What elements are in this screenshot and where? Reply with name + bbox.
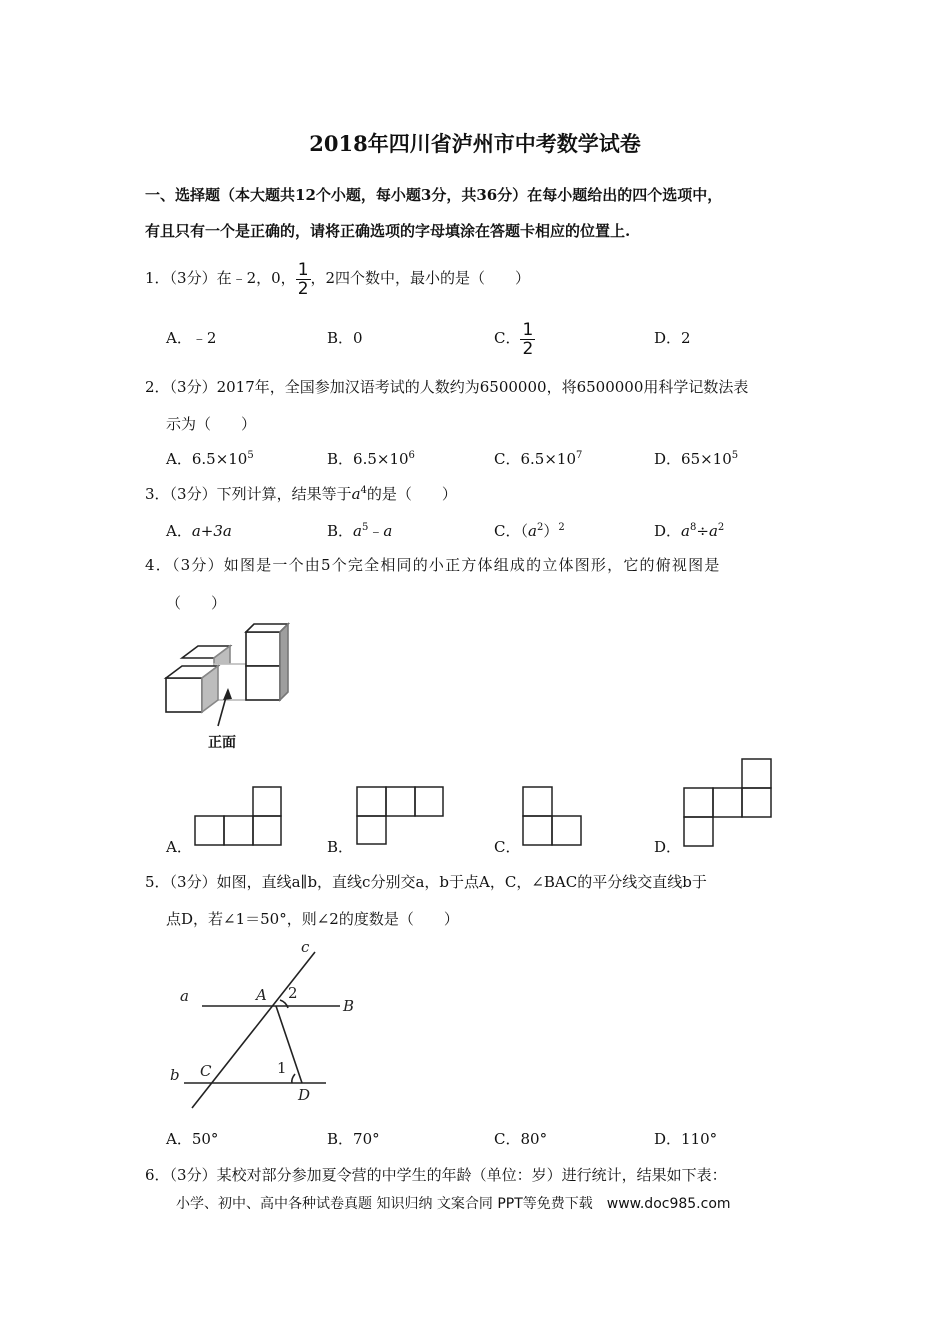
q1-option-c-fraction: [520, 321, 535, 358]
q3-option-d-exp2: 2: [717, 522, 725, 533]
q3-option-a-expr: a+3a: [191, 522, 232, 540]
label-b: b: [170, 1066, 180, 1084]
label-c: c: [301, 938, 310, 956]
q3-option-d-op: ÷: [696, 522, 709, 540]
q2-option-d-exp: 5: [731, 450, 739, 461]
q2-line1: 2．（3分）2017年，全国参加汉语考试的人数约为6500000，将6500000用科学记数法表: [145, 378, 749, 396]
q2-option-b-base: B．6.5×10: [327, 450, 409, 468]
q3-option-b-exp: 5: [361, 522, 369, 533]
label-angle-1: 1: [277, 1059, 287, 1077]
parallel-lines-figure: [170, 938, 370, 1113]
q1-suffix: ，2四个数中，最小的是（ ）: [310, 269, 531, 287]
q3-option-a-label: A．: [166, 522, 192, 540]
q3-suffix: 的是（ ）: [366, 485, 457, 503]
q4-option-a-figure[interactable]: [194, 786, 284, 846]
page-title: 2018年四川省泸州市中考数学试卷: [309, 131, 641, 156]
q2-option-a-exp: 5: [247, 450, 254, 461]
q3-option-c-exp: 2: [536, 522, 544, 533]
label-A: A: [256, 986, 267, 1004]
q2-option-d[interactable]: [654, 448, 738, 469]
q3-option-d-label: D．: [654, 522, 682, 540]
q1-option-c-num: 1: [522, 319, 534, 340]
q5-option-c[interactable]: C．80°: [494, 1130, 548, 1148]
q1-fraction: [296, 261, 311, 298]
q1-option-c-den: 2: [522, 338, 534, 359]
q1-option-c-prefix: C．: [494, 329, 521, 347]
q5-line1: 5．（3分）如图，直线a∥b，直线c分别交a，b于点A，C，∠BAC的平分线交直线b于: [145, 873, 707, 891]
q1-frac-num: 1: [297, 259, 309, 280]
q3-option-b-op: ﹣: [368, 522, 384, 540]
q2-option-c-exp: 7: [576, 450, 583, 461]
q3-option-c-exp2: 2: [558, 522, 565, 533]
q3-option-c-close: ）: [543, 522, 559, 540]
q3-exp: 4: [360, 485, 367, 496]
q3-option-b-var2: a: [383, 522, 393, 540]
q3-option-a[interactable]: [166, 520, 232, 541]
label-C: C: [200, 1062, 212, 1080]
label-B: B: [343, 997, 355, 1015]
q3-option-c-label: C．（: [494, 522, 528, 540]
q4-option-c-figure[interactable]: [522, 786, 584, 846]
q4-option-c[interactable]: C．: [494, 838, 521, 856]
q3-prefix: 3．（3分）下列计算，结果等于: [145, 485, 352, 503]
q5-option-b[interactable]: B．70°: [327, 1130, 380, 1148]
cube-solid-figure: [160, 620, 300, 750]
q2-option-c[interactable]: [494, 448, 582, 469]
q2-option-b[interactable]: [327, 448, 415, 469]
q3-option-d-exp: 8: [689, 522, 697, 533]
q3-option-d-var: a: [681, 522, 690, 540]
q3-option-d-var2: a: [708, 522, 718, 540]
q5-line2: 点D，若∠1＝50°，则∠2的度数是（ ）: [166, 910, 459, 928]
question-1: [145, 258, 530, 298]
section-heading-line2: 有且只有一个是正确的，请将正确选项的字母填涂在答题卡相应的位置上.: [145, 222, 631, 240]
q1-option-b[interactable]: B．0: [327, 329, 363, 347]
q1-option-a[interactable]: A．﹣2: [166, 329, 217, 347]
q3-option-d[interactable]: [654, 520, 724, 541]
q6-line1: 6．（3分）某校对部分参加夏令营的中学生的年龄（单位：岁）进行统计，结果如下表：: [145, 1166, 727, 1184]
q3-option-b-var: a: [353, 522, 362, 540]
q2-option-d-base: D．65×10: [654, 450, 732, 468]
label-angle-2: 2: [288, 984, 298, 1002]
q3-option-b-label: B．: [327, 522, 354, 540]
q2-line2: 示为（ ）: [166, 415, 257, 433]
q4-option-d-figure[interactable]: [683, 758, 775, 848]
q1-frac-den: 2: [297, 278, 309, 299]
label-D: D: [298, 1086, 311, 1104]
question-3: [145, 483, 457, 504]
q3-option-c[interactable]: [494, 520, 565, 541]
front-label: 正面: [208, 735, 236, 751]
q1-option-d[interactable]: D．2: [654, 329, 691, 347]
section-heading-line1: 一、选择题（本大题共12个小题，每小题3分，共36分）在每小题给出的四个选项中，: [145, 186, 723, 204]
q1-option-c[interactable]: [494, 318, 535, 358]
q4-line2: （ ）: [166, 594, 227, 612]
q5-option-a[interactable]: A．50°: [166, 1130, 219, 1148]
q2-option-a[interactable]: [166, 448, 254, 469]
angle-1-arc: [292, 1074, 295, 1083]
q2-option-c-base: C．6.5×10: [494, 450, 576, 468]
q4-option-a[interactable]: A．: [166, 838, 192, 856]
q3-var: a: [351, 485, 361, 503]
footer-ad[interactable]: 小学、初中、高中各种试卷真题 知识归纳 文案合同 PPT等免费下载 www.doc985.com: [176, 1196, 731, 1212]
q2-option-b-exp: 6: [408, 450, 415, 461]
q2-option-a-base: A．6.5×10: [166, 450, 248, 468]
q5-option-d[interactable]: D．110°: [654, 1130, 718, 1148]
q3-option-c-var: a: [527, 522, 537, 540]
q3-option-b[interactable]: [327, 520, 392, 541]
q4-option-d[interactable]: D．: [654, 838, 682, 856]
q4-option-b[interactable]: B．: [327, 838, 354, 856]
q1-prefix: 1．（3分）在﹣2，0，: [145, 269, 296, 287]
label-a: a: [180, 987, 189, 1005]
line-c: [192, 952, 315, 1108]
q4-option-b-figure[interactable]: [356, 786, 446, 846]
q4-line1: 4．（3分）如图是一个由5个完全相同的小正方体组成的立体图形，它的俯视图是: [145, 556, 721, 574]
